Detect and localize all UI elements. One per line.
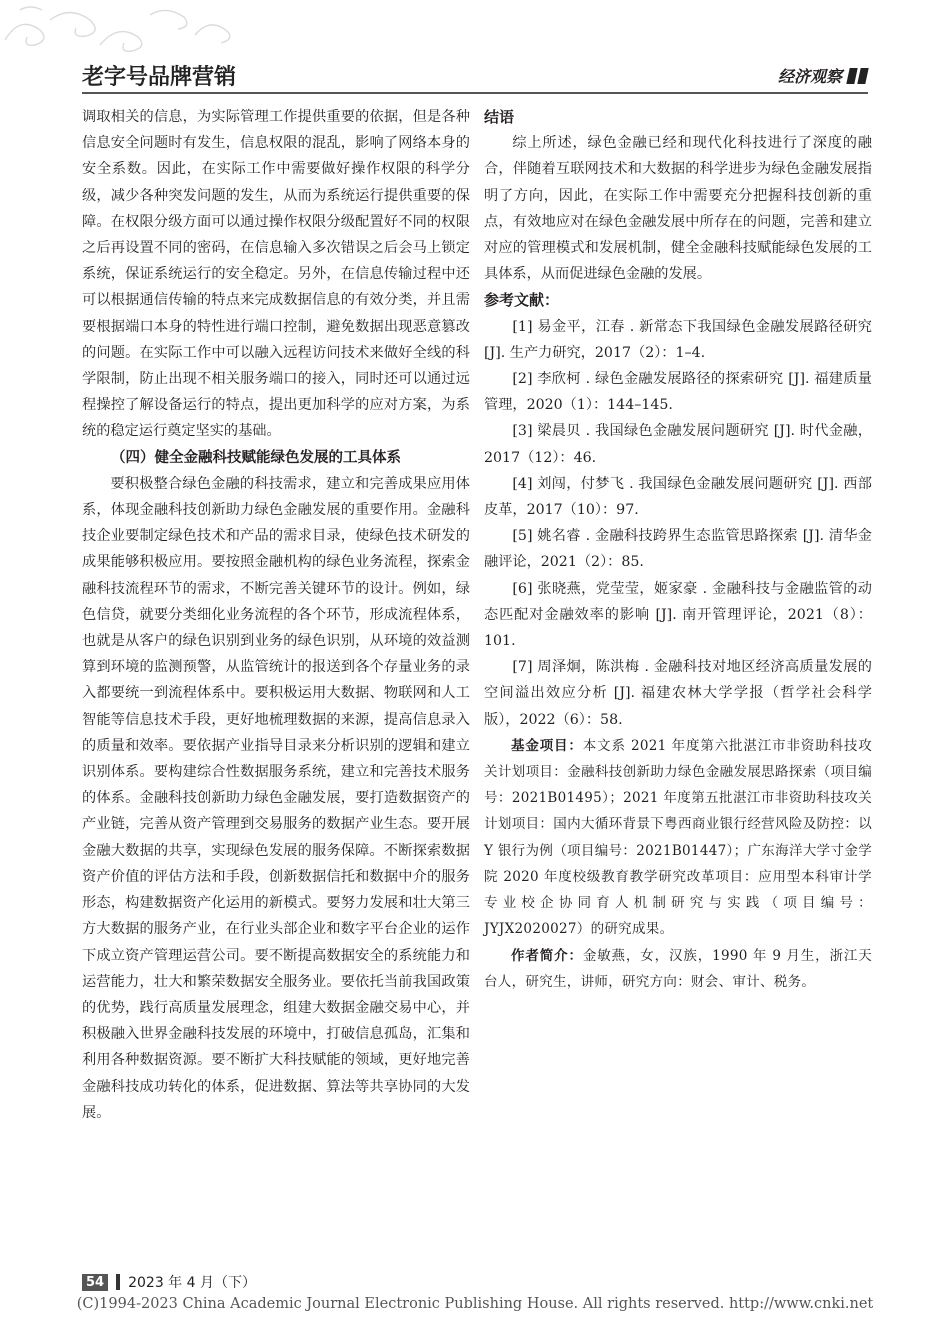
- reference-item: [4] 刘闯，付梦飞 . 我国绿色金融发展问题研究 [J]. 西部皮革，2017（10）：97.: [484, 475, 872, 519]
- page-number: 54: [82, 1274, 108, 1291]
- author-text: 金敏燕，女，汉族，1990 年 9 月生，浙江天台人，研究生，讲师，研究方向：财会、审计、税务。: [484, 947, 872, 990]
- section-heading: （四）健全金融科技赋能绿色发展的工具体系: [111, 449, 401, 466]
- reference-item: [7] 周泽炯，陈洪梅 . 金融科技对地区经济高质量发展的空间溢出效应分析 [J]. 福建农林大学学报（哲学社会科学版），2022（6）：58.: [484, 659, 872, 728]
- journal-section-title: 老字号品牌营销: [82, 65, 237, 90]
- right-column: [484, 104, 872, 995]
- reference-item: [1] 易金平，江春 . 新常态下我国绿色金融发展路径研究 [J]. 生产力研究，2017（2）：1–4.: [484, 318, 872, 361]
- reference-item: [6] 张晓燕，党莹莹，姬家豪 . 金融科技与金融监管的动态匹配对金融效率的影响 [J]. 南开管理评论，2021（8）：101.: [484, 580, 872, 650]
- conclusion-paragraph: 综上所述，绿色金融已经和现代化科技进行了深度的融合，伴随着互联网技术和大数据的科学进步为绿色金融发展指明了方向，因此，在实际工作中需要充分把握科技创新的重点，有效地应对在绿色金融发展中所存在的问题，完善和建立对应的管理模式和发展机制，健全金融科技赋能绿色发展的工具体系，从而促进绿色金融的发展。: [484, 135, 872, 283]
- journal-column-title: [778, 64, 867, 87]
- body-paragraph: 调取相关的信息，为实际管理工作提供重要的依据，但是各种信息安全问题时有发生，信息权限的混乱，影响了网络本身的安全系数。因此，在实际工作中需要做好操作权限的科学分级，减少各种突发问题的发生，从而为系统运行提供重要的保障。在权限分级方面可以通过操作权限分级配置好不同的权限之后再设置不同的密码，在信息输入多次错误之后会马上锁定系统，保证系统运行的安全稳定。另外，在信息传输过程中还可以根据通信传输的特点来完成数据信息的有效分类，并且需要根据端口本身的特性进行端口控制，避免数据出现恶意篡改的问题。在实际工作中可以融入远程访问技术来做好全线的科学限制，防止出现不相关服务端口的接入，同时还可以通过远程操控了解设备运行的特点，提出更加科学的应对方案，为系统的稳定运行奠定坚实的基础。: [82, 109, 470, 440]
- conclusion-heading: 结语: [484, 108, 515, 126]
- header-rule: [82, 92, 868, 94]
- reference-item: [3] 梁晨贝 . 我国绿色金融发展问题研究 [J]. 时代金融，2017（12）：46.: [484, 423, 872, 466]
- reference-item: [2] 李欣柯 . 绿色金融发展路径的探索研究 [J]. 福建质量管理，2020（1）：144–145.: [484, 371, 872, 414]
- reference-item: [5] 姚名睿 . 金融科技跨界生态监管思路探索 [J]. 清华金融评论，2021（2）：85.: [484, 528, 872, 571]
- left-column: [82, 104, 470, 1126]
- column-title-text: 经济观察: [777, 67, 842, 86]
- author-note: [484, 943, 872, 995]
- copyright-line: (C)1994-2023 China Academic Journal Electronic Publishing House. All rights reserved. http://www.cnki.net: [76, 1296, 874, 1312]
- footer-bar-icon: [116, 1274, 120, 1290]
- funding-note: [484, 733, 872, 943]
- page-footer: [82, 1272, 256, 1292]
- issue-date: 2023 年 4 月（下）: [128, 1275, 256, 1291]
- funding-text: 本文系 2021 年度第六批湛江市非资助科技攻关计划项目：金融科技创新助力绿色金融发展思路探索（项目编号：2021B01495）；2021 年度第五批湛江市非资助科技攻关计划项目：国内大循环背景下粤西商业银行经营风险及防控：以 Y 银行为例（项目编号：2021B01447）；广东海洋大学寸金学院 2020 年度校级教育教学研究改革项目：应用型本科审计学专业校企协同育人机制研究与实践（项目编号：JYJX2020027）的研究成果。: [484, 737, 873, 938]
- double-bar-icon: [848, 68, 867, 84]
- author-label: 作者简介：: [511, 947, 583, 964]
- funding-label: 基金项目：: [511, 737, 583, 754]
- body-paragraph: 要积极整合绿色金融的科技需求，建立和完善成果应用体系，体现金融科技创新助力绿色金融发展的重要作用。金融科技企业要制定绿色技术和产品的需求目录，使绿色技术研发的成果能够积极应用。要按照金融机构的绿色业务流程，探索金融科技流程环节的需求，不断完善关键环节的设计。例如，绿色信贷，就要分类细化业务流程的各个环节，形成流程体系，也就是从客户的绿色识别到业务的绿色识别，从环境的效益测算到环境的监测预警，从监管统计的报送到各个存量业务的录入都要统一到流程体系中。要积极运用大数据、物联网和人工智能等信息技术手段，更好地梳理数据的来源，提高信息录入的质量和效率。要依据产业指导目录来分析识别的逻辑和建立识别体系。要构建综合性数据服务系统，建立和完善技术服务的体系。金融科技创新助力绿色金融发展，要打造数据资产的产业链，完善从资产管理到交易服务的数据产业生态。要开展金融大数据的共享，实现绿色发展的服务保障。不断探索数据资产价值的评估方法和手段，创新数据信托和数据中介的服务形态，构建数据资产化运用的新模式。要努力发展和壮大第三方大数据的服务产业，在行业头部企业和数字平台企业的运作下成立资产管理运营公司。要不断提高数据安全的系统能力和运营能力，壮大和繁荣数据安全服务业。要依托当前我国政策的优势，践行高质量发展理念，组建大数据金融交易中心，并积极融入世界金融科技发展的环境中，打破信息孤岛，汇集和利用各种数据资源。要不断扩大科技赋能的领域，更好地完善金融科技成功转化的体系，促进数据、算法等共享协同的大发展。: [82, 475, 470, 1121]
- decorative-cloud-pattern-icon: [0, 0, 260, 60]
- references-heading: 参考文献：: [484, 291, 560, 310]
